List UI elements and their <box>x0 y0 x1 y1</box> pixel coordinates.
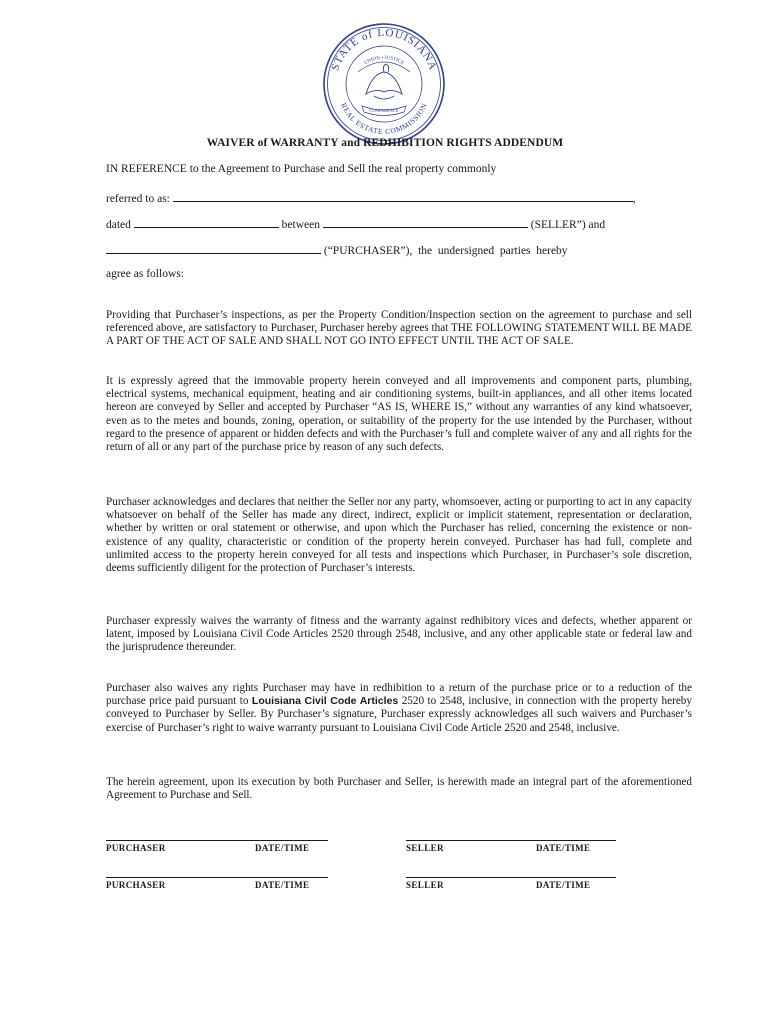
referred-to-label: referred to as: <box>106 193 173 205</box>
intro-line-1: IN REFERENCE to the Agreement to Purchase and Sell the real property commonly <box>106 163 497 175</box>
seller-name-field[interactable] <box>323 215 528 228</box>
purchaser-1-datetime-label: DATE/TIME <box>255 843 310 853</box>
purchaser-label: (“PURCHASER”), the undersigned parties hereby <box>321 245 568 257</box>
seller-1-datetime-label: DATE/TIME <box>536 843 591 853</box>
paragraph-redhibition <box>106 682 692 735</box>
paragraph-inspection: Providing that Purchaser’s inspections, as per the Property Condition/Inspection section on the agreement to purchase and sell referenced above, are satisfactory to Purchaser, Purchaser hereby agrees that THE FOLLOWING STATEMENT WILL BE MADE A PART OF THE ACT OF SALE AND SHALL NOT GO INTO EFFECT UNTIL THE ACT OF SALE. <box>106 309 692 348</box>
seller-2-signature-line[interactable] <box>406 877 616 878</box>
document-title: WAIVER of WARRANTY and REDHIBITION RIGHTS ADDENDUM <box>206 137 564 149</box>
paragraph-as-is: It is expressly agreed that the immovable property herein conveyed and all improvements and component parts, plumbing, electrical systems, mechanical equipment, heating and air conditioning systems, built-in appliances, and all other items located hereon are conveyed by Seller and accepted by Purchaser “AS IS, WHERE IS,” without any warranties of any kind whatsoever, even as to the metes and bounds, zoning, operation, or suitability of the property for the use intended by the Purchaser, without regard to the presence of apparent or hidden defects and with the Purchaser’s full and complete waiver of any and all rights for the return of all or any part of the purchase price by reason of any such defects. <box>106 375 692 454</box>
louisiana-real-estate-commission-seal <box>322 22 446 146</box>
between-label: between <box>278 219 323 231</box>
intro-line-4 <box>106 241 568 257</box>
purchaser-2-label: PURCHASER <box>106 880 166 890</box>
intro-line-2 <box>106 189 636 205</box>
paragraph-no-representations: Purchaser acknowledges and declares that neither the Seller nor any party, whomsoever, acting or purporting to act in any capacity whatsoever on behalf of the Seller has made any direct, indirect, explicit or implicit statement, representation or declaration, whether by written or oral statement or otherwise, and upon which the Purchaser has relied, concerning the existence or non-existence of any quality, characteristic or condition of the property herein conveyed. Purchaser has had full, complete and unlimited access to the property herein conveyed for all tests and inspections which Purchaser, in Purchaser’s sole discretion, deems sufficiently diligent for the protection of Purchaser’s interests. <box>106 496 692 575</box>
seller-2-datetime-label: DATE/TIME <box>536 880 591 890</box>
purchaser-2-signature-line[interactable] <box>106 877 328 878</box>
intro-line-5: agree as follows: <box>106 268 184 280</box>
comma: , <box>632 193 636 205</box>
paragraph-integral-part: The herein agreement, upon its execution by both Purchaser and Seller, is herewith made an integral part of the aforementioned Agreement to Purchase and Sell. <box>106 776 692 802</box>
property-address-field[interactable] <box>173 189 633 202</box>
purchaser-1-label: PURCHASER <box>106 843 166 853</box>
p5-text-end: 2520 to 2548, inclusive, in connection with the property hereby conveyed to Purchaser by Seller. By Purchaser’s signature, Purchaser expressly acknowledges all such waivers and Purchaser’s exercise of Purchaser’s right to waive warranty pursuant to Louisiana Civil Code Article 2520 and 2548, inclusive. <box>106 695 692 734</box>
dated-label: dated <box>106 219 134 231</box>
seal-outer-text: STATE of LOUISIANA <box>329 26 439 73</box>
date-field[interactable] <box>134 215 279 228</box>
seller-2-label: SELLER <box>406 880 444 890</box>
seal-banner-top: UNION • JUSTICE <box>363 55 405 67</box>
purchaser-1-signature-line[interactable] <box>106 840 328 841</box>
civil-code-reference: Louisiana Civil Code Articles <box>251 695 399 708</box>
p5-text-start: Purchaser also waives any rights Purchaser may have in redhibition to a return of the purchase price or to a reduction of the purchase price paid pursuant to <box>106 682 692 708</box>
purchaser-2-datetime-label: DATE/TIME <box>255 880 310 890</box>
purchaser-name-field[interactable] <box>106 241 321 254</box>
seller-1-signature-line[interactable] <box>406 840 616 841</box>
intro-line-3 <box>106 215 605 231</box>
seal-bottom-text: REAL ESTATE COMMISSION <box>339 101 429 137</box>
seal-banner-bottom: CONFIDENCE <box>369 108 399 113</box>
seller-1-label: SELLER <box>406 843 444 853</box>
seller-label: (SELLER”) and <box>527 219 606 231</box>
paragraph-warranty-waiver: Purchaser expressly waives the warranty of fitness and the warranty against redhibitory vices and defects, whether apparent or latent, imposed by Louisiana Civil Code Articles 2520 through 2548, inclusive, and any other applicable state or federal law and the jurisprudence thereunder. <box>106 615 692 654</box>
